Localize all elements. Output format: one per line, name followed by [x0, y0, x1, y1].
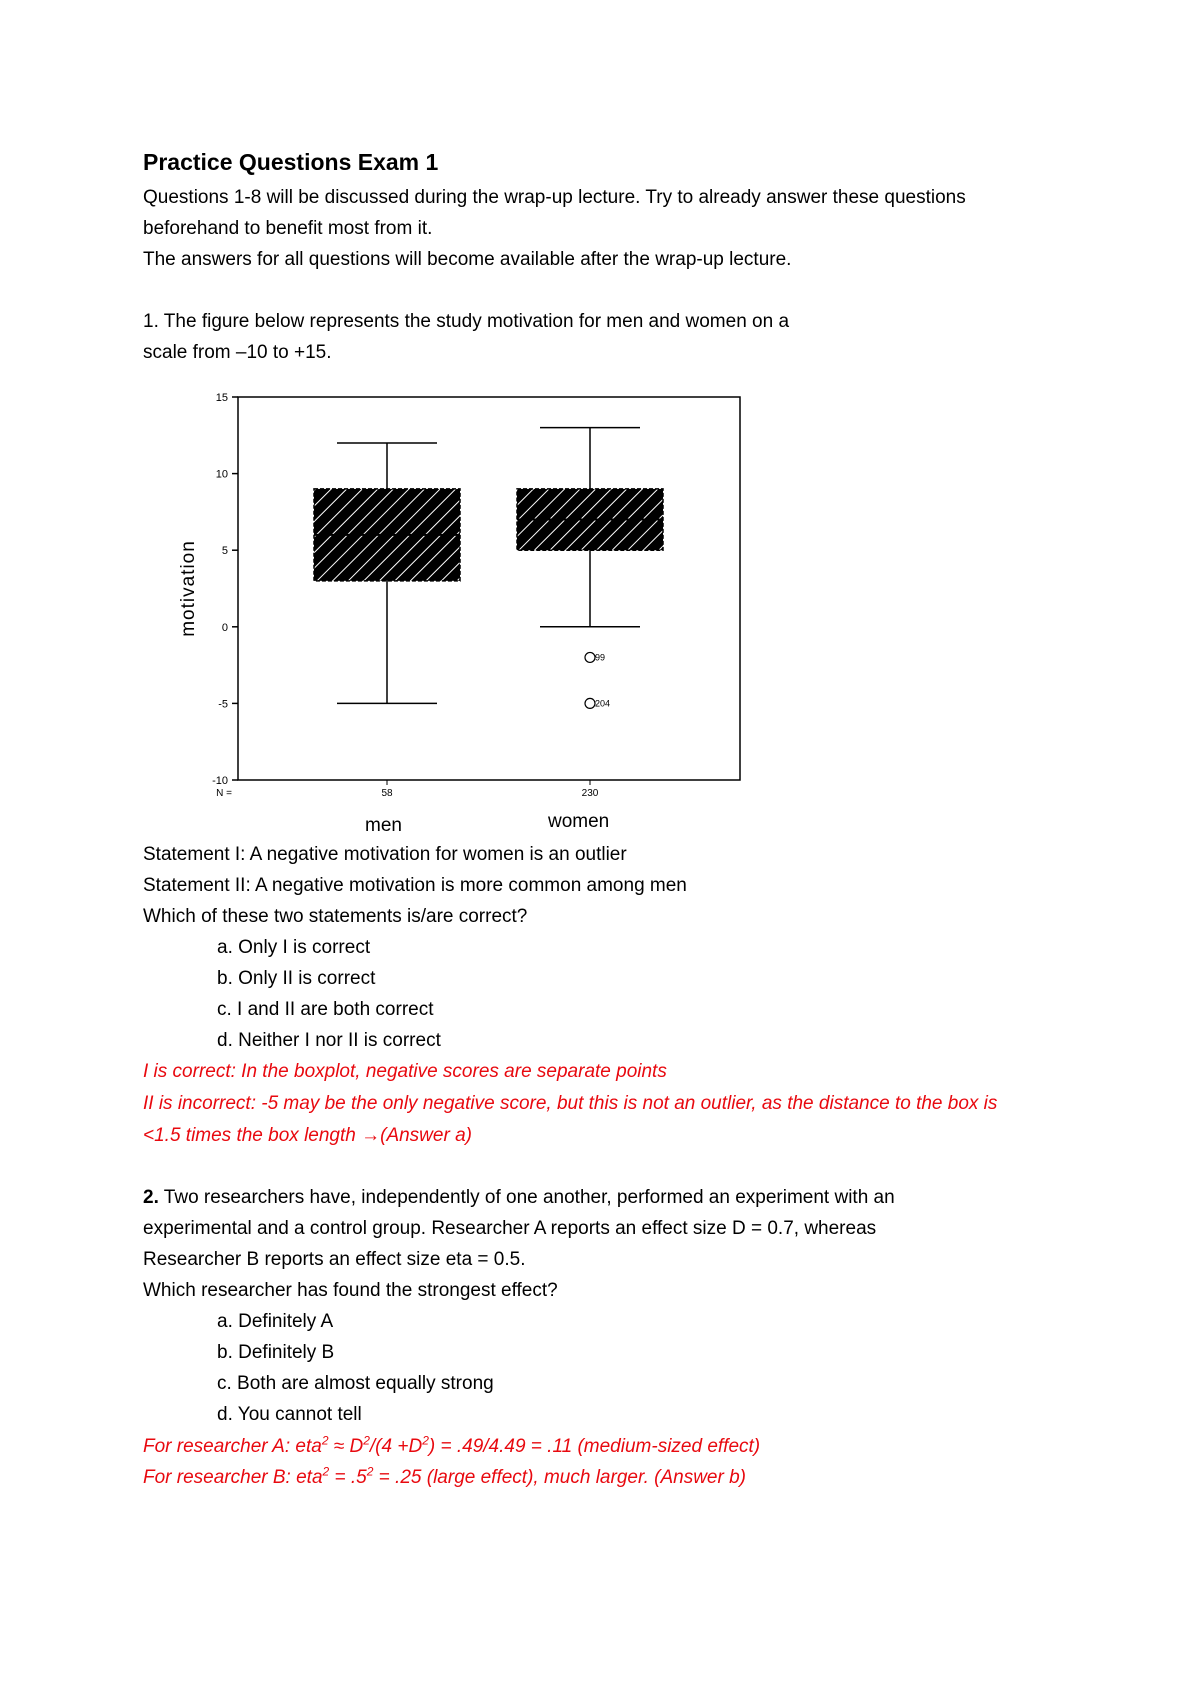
q1-number: 1. — [143, 311, 159, 332]
y-tick-label: -10 — [212, 775, 228, 787]
q2-question: Which researcher has found the strongest effect? — [143, 1280, 558, 1301]
intro-line-2: beforehand to benefit most from it. — [143, 218, 433, 239]
superscript: 2 — [363, 1433, 370, 1448]
q1-line-2: scale from –10 to +15. — [143, 342, 332, 363]
q2-answer-a-prefix: For researcher A: eta — [143, 1436, 322, 1457]
intro-line-3: The answers for all questions will become available after the wrap-up lecture. — [143, 249, 792, 270]
q2-option-b: b. Definitely B — [217, 1342, 335, 1363]
q1-question: Which of these two statements is/are correct? — [143, 906, 528, 927]
q2-answer-a — [143, 1435, 760, 1459]
q1-answer-line-1: I is correct: In the boxplot, negative scores are separate points — [143, 1061, 667, 1082]
y-tick-label: 10 — [215, 468, 228, 481]
q2-text: Two researchers have, independently of one another, performed an experiment with an — [163, 1187, 895, 1208]
q2-answer-a-mid1: ≈ D — [328, 1436, 364, 1457]
y-tick-label: 5 — [221, 545, 228, 558]
superscript: 2 — [366, 1464, 374, 1479]
page-title: Practice Questions Exam 1 — [143, 149, 439, 175]
women-outlier-label: 99 — [595, 652, 606, 663]
q2-line-3: Researcher B reports an effect size eta = 0.5. — [143, 1249, 526, 1270]
men-n-count: 58 — [381, 788, 393, 799]
q2-answer-b — [143, 1466, 746, 1490]
y-tick-label: 15 — [215, 392, 228, 404]
superscript: 2 — [322, 1464, 330, 1479]
x-category-women: women — [548, 811, 610, 832]
y-tick-label: 0 — [221, 621, 228, 634]
q1-option-b: b. Only II is correct — [217, 968, 376, 989]
q1-answer-line-2: II is incorrect: -5 may be the only negative score, but this is not an outlier, as the distance to the box is — [143, 1093, 998, 1114]
q2-option-a: a. Definitely A — [217, 1311, 334, 1332]
q2-answer-b-mid1: = .5 — [329, 1467, 367, 1488]
q2-line-1 — [143, 1186, 895, 1210]
n-label: N = — [216, 788, 232, 799]
q2-option-c: c. Both are almost equally strong — [217, 1373, 494, 1394]
q2-answer-b-suffix: = .25 (large effect), much larger. (Answer b) — [373, 1467, 746, 1488]
women-outlier-label: 204 — [595, 698, 611, 709]
q1-option-c: c. I and II are both correct — [217, 999, 434, 1020]
q1-option-a: a. Only I is correct — [217, 937, 371, 958]
q2-option-d: d. You cannot tell — [217, 1404, 362, 1425]
q2-answer-a-suffix: ) = .49/4.49 = .11 (medium-sized effect) — [428, 1436, 761, 1457]
superscript: 2 — [321, 1433, 329, 1448]
q1-line-1 — [143, 310, 789, 334]
boxplot-chart — [170, 385, 760, 855]
q1-statement-2: Statement II: A negative motivation is more common among men — [143, 875, 687, 896]
women-outlier-point — [585, 698, 595, 708]
q2-line-2: experimental and a control group. Researcher A reports an effect size D = 0.7, whereas — [143, 1218, 877, 1239]
intro-line-1: Questions 1-8 will be discussed during the wrap-up lecture. Try to already answer these questions — [143, 187, 966, 208]
q2-answer-a-mid2: /(4 +D — [369, 1436, 423, 1457]
q1-option-d: d. Neither I nor II is correct — [217, 1030, 441, 1051]
women-outlier-point — [585, 652, 595, 662]
plot-frame — [238, 397, 740, 780]
q2-answer-b-prefix: For researcher B: eta — [143, 1467, 323, 1488]
x-category-men: men — [365, 815, 402, 836]
superscript: 2 — [422, 1433, 429, 1448]
y-axis-label: motivation — [178, 540, 199, 637]
women-n-count: 230 — [581, 788, 599, 799]
y-tick-label: -5 — [218, 698, 228, 711]
q1-text: The figure below represents the study motivation for men and women on a — [163, 311, 790, 332]
q1-statement-1: Statement I: A negative motivation for women is an outlier — [143, 844, 627, 865]
q1-answer-line-3: <1.5 times the box length →(Answer a) — [143, 1125, 472, 1146]
q2-number: 2. — [143, 1187, 159, 1208]
